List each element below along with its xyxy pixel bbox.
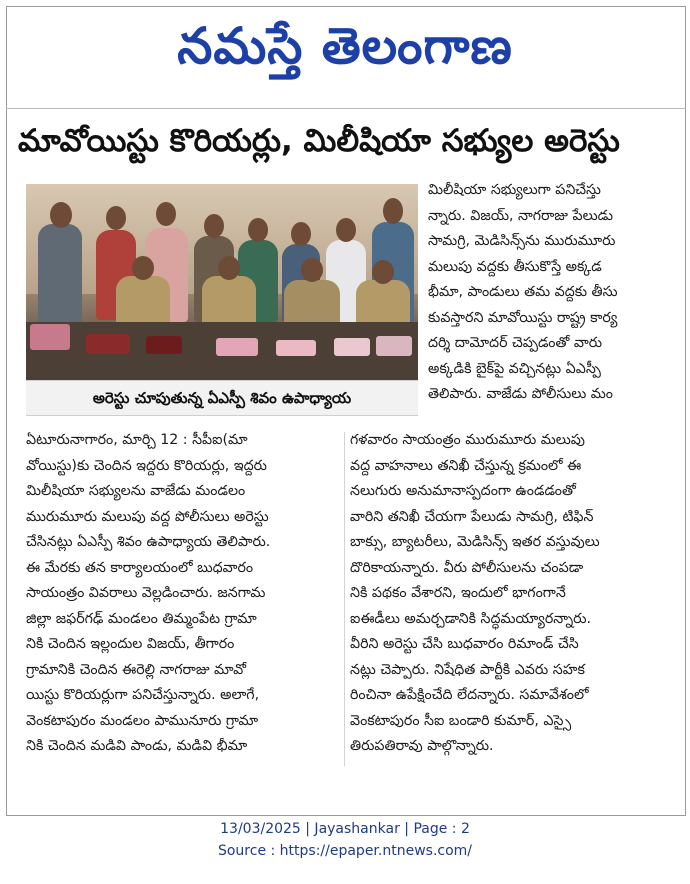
masthead-divider: [6, 108, 686, 109]
article-line: వద్ద వాహనాలు తనిఖీ చేస్తున్న క్రమంలో ఈ: [350, 457, 582, 474]
article-line: యిస్టు కొరియర్లుగా పనిచేస్తున్నారు. అలాగే,: [26, 687, 260, 703]
article-line: మిలీషియా సభ్యులుగా పనిచేస్తు: [428, 182, 601, 198]
article-line: సామగ్రి, మెడిసిన్స్‌ను మురుమూరు: [428, 233, 616, 249]
article-line: ఐఈడీలు అమర్చడానికి సిద్ధమయ్యారన్నారు.: [350, 610, 592, 627]
article-line: దర్శి దామోదర్ చెప్పడంతో వారు: [428, 335, 603, 351]
article-line: తిరుపతిరావు పాల్గొన్నారు.: [350, 738, 494, 754]
column-divider: [344, 432, 345, 766]
photo-head: [336, 218, 356, 242]
article-line: చేసినట్లు ఏఎస్పీ శివం ఉపాధ్యాయ తెలిపారు.: [26, 534, 271, 550]
article-line: గళవారం సాయంత్రం మురుమూరు మలుపు: [350, 432, 585, 448]
article-column-top-right: [428, 178, 676, 408]
footer-edition-info: 13/03/2025 | Jayashankar | Page : 2: [220, 821, 470, 837]
article-line: మురుమూరు మలుపు వద్ద పోలీసులు అరెస్టు: [26, 508, 269, 525]
photo-seized-item: [376, 336, 412, 356]
photo-seized-item: [334, 338, 370, 356]
article-column-left: [26, 428, 338, 760]
photo-head: [50, 202, 72, 228]
article-line: నికి చెందిన ఇల్లందుల విజయ్, తీగారం: [26, 636, 235, 652]
photo-seized-item: [146, 336, 182, 354]
article-line: భీమా, పాండులు తమ వద్దకు తీసు: [428, 284, 618, 300]
photo-head: [291, 222, 311, 246]
article-column-right: [350, 428, 680, 760]
photo-caption: అరెస్టు చూపుతున్న ఏఎస్పీ శివం ఉపాధ్యాయ: [26, 380, 418, 416]
article-line: వెంకటాపురం మండలం పామునూరు గ్రామా: [26, 712, 259, 729]
article-line: తెలిపారు. వాజేడు పోలీసులు మం: [428, 386, 613, 402]
page-footer: [0, 818, 690, 862]
article-line: నికి చెందిన మడివి పాండు, మడివి భీమా: [26, 738, 248, 754]
photo-head: [372, 260, 394, 284]
article-headline: మావోయిస్టు కొరియర్లు, మిలీషియా సభ్యుల అరెస్టు: [18, 123, 620, 159]
photo-seized-item: [86, 334, 130, 354]
article-line: ఏటూరునాగారం, మార్చి 12 : సీపీఐ(మా: [26, 432, 248, 448]
photo-seized-item: [276, 340, 316, 356]
photo-head: [218, 256, 240, 280]
article-line: న్నారు. విజయ్, నాగరాజు పేలుడు: [428, 207, 614, 224]
article-line: మలుపు వద్దకు తీసుకొస్తే అక్కడ: [428, 258, 602, 275]
article-line: సాయంత్రం వివరాలు వెల్లడించారు. జనగామ: [26, 585, 266, 601]
article-line: నికి పథకం వేశారని, ఇందులో భాగంగానే: [350, 585, 566, 601]
photo-head: [106, 206, 126, 230]
article-line: వీరిని అరెస్టు చేసి బుధవారం రిమాండ్ చేసి: [350, 636, 579, 652]
article-line: నలుగురు అనుమానాస్పదంగా ఉండడంతో: [350, 483, 576, 499]
masthead: [0, 6, 690, 92]
newspaper-logo: నమస్తే తెలంగాణ: [177, 17, 513, 75]
article-line: కువస్తారని మావోయిస్టు రాష్ట్ర కార్య: [428, 309, 618, 326]
article-line: జిల్లా జఫర్‌గఢ్ మండలం తిమ్మంపేట గ్రామా: [26, 610, 257, 627]
article-line: ఈ మేరకు తన కార్యాలయంలో బుధవారం: [26, 559, 254, 576]
article-line: దొరికాయన్నారు. వీరు పోలీసులను చంపడా: [350, 559, 584, 576]
article-line: వెంకటాపురం సీఐ బండారి కుమార్, ఎస్సై: [350, 712, 572, 729]
photo-seized-item: [30, 324, 70, 350]
article-line: వోయిస్టు)కు చెందిన ఇద్దరు కొరియర్లు, ఇద్దరు: [26, 457, 267, 474]
photo-head: [204, 214, 224, 238]
article-line: గ్రామానికి చెందిన ఈరెల్లి నాగరాజు మావో: [26, 661, 246, 678]
article-line: బాక్సు, బ్యాటరీలు, మెడిసిన్స్ ఇతర వస్తువులు: [350, 534, 600, 550]
photo-head: [383, 198, 403, 224]
photo-head: [156, 202, 176, 226]
news-photo: [26, 184, 418, 380]
article-line: మిలీషియా సభ్యులను వాజేడు మండలం: [26, 483, 246, 499]
photo-head: [132, 256, 154, 280]
photo-head: [248, 218, 268, 242]
article-line: వారిని తనిఖీ చేయగా పేలుడు సామగ్రి, టిఫిన్: [350, 508, 594, 525]
article-line: అక్కడికి బైక్‌పై వచ్చినట్లు ఏఎస్పీ: [428, 360, 601, 377]
footer-source: Source : https://epaper.ntnews.com/: [217, 843, 473, 859]
article-line: నట్లు చెప్పారు. నిషేధిత పార్టీకి ఎవరు సహక: [350, 661, 585, 678]
photo-head: [301, 258, 323, 282]
photo-seized-item: [216, 338, 258, 356]
article-line: రించినా ఉపేక్షించేది లేదన్నారు. సమావేశంలో: [350, 687, 589, 703]
